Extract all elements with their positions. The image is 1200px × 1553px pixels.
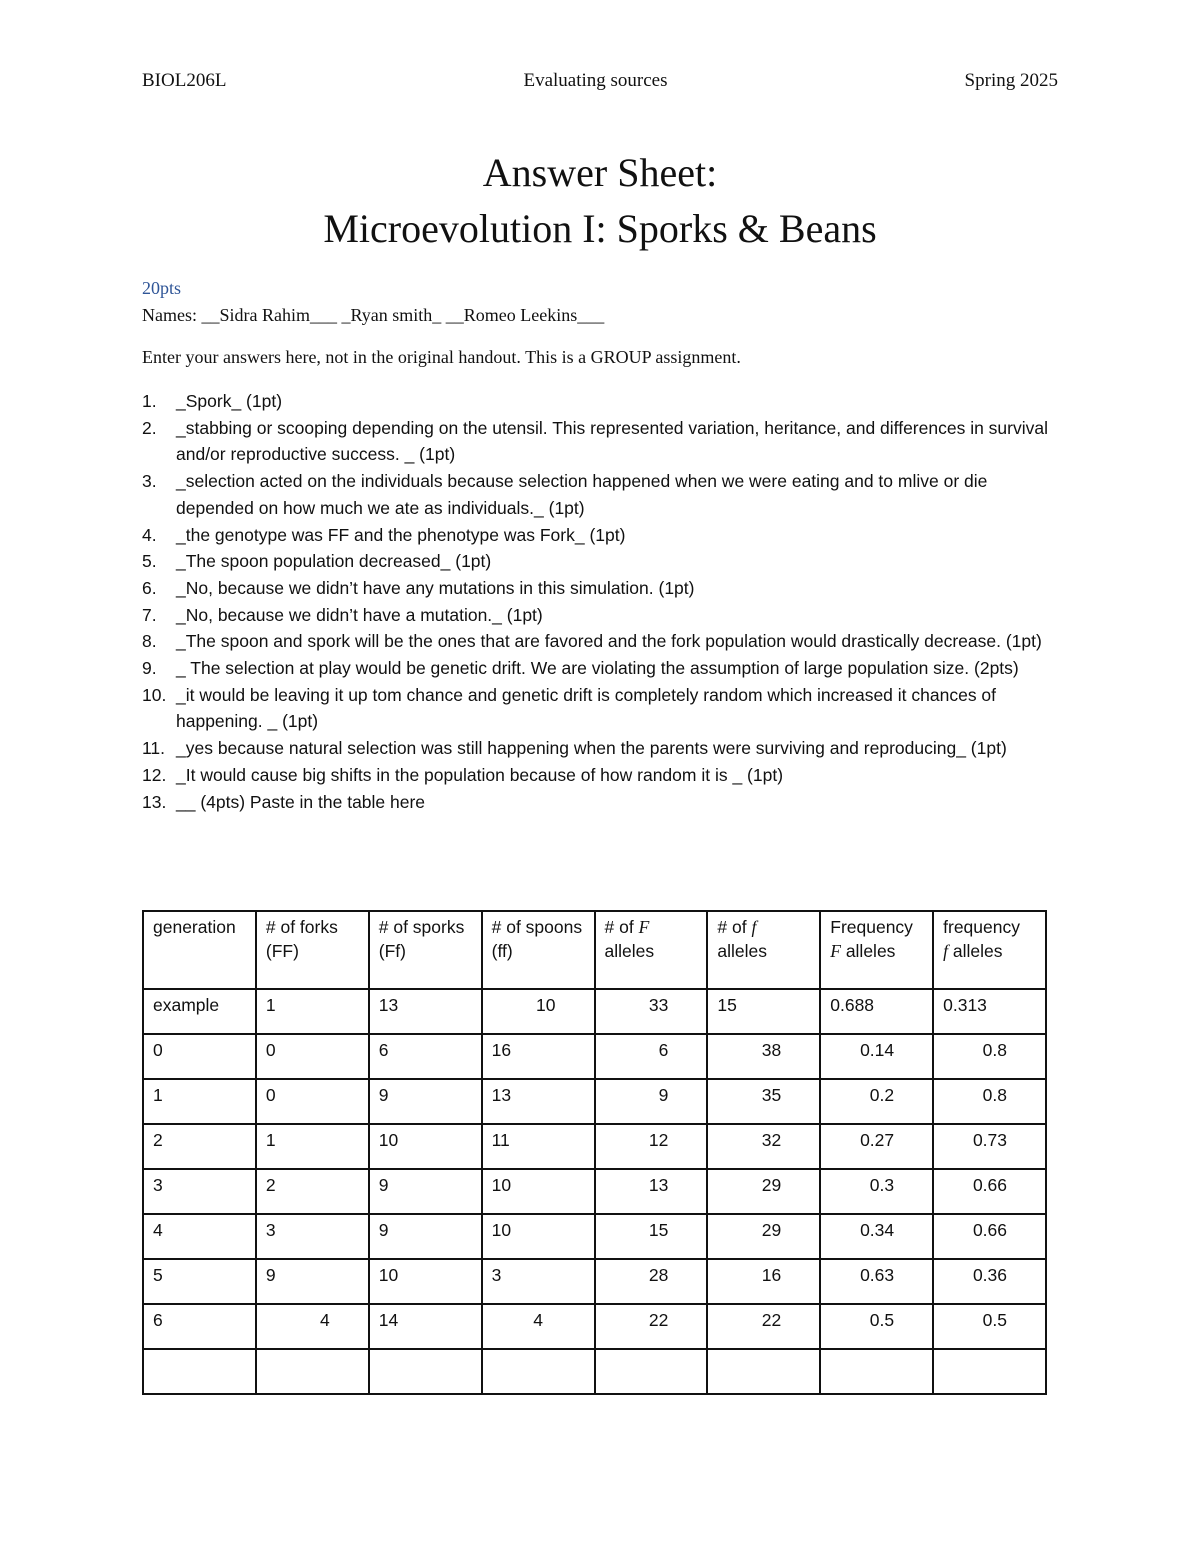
col-sporks: # of sporks (Ff) (369, 911, 482, 989)
answer-item: 10. _it would be leaving it up tom chance and genetic drift is completely random which increased it chances of happening. _ (1pt) (142, 682, 1062, 735)
table-row: 4 3 9 10 15 29 0.34 0.66 (143, 1214, 1046, 1259)
answer-item: 9. _ The selection at play would be genetic drift. We are violating the assumption of large population size. (2pts) (142, 655, 1062, 682)
title-line-1: Answer Sheet: (482, 150, 718, 195)
answer-item: 2. _stabbing or scooping depending on the utensil. This represented variation, heritance, and differences in survival and/or reproductive success. _ (1pt) (142, 415, 1062, 468)
instructions: Enter your answers here, not in the original handout. This is a GROUP assignment. (142, 347, 741, 367)
answer-item: 6. _No, because we didn’t have any mutations in this simulation. (1pt) (142, 575, 1062, 602)
answer-text: _the genotype was FF and the phenotype was Fork_ (1pt) (176, 524, 626, 545)
answer-item: 5. _The spoon population decreased_ (1pt) (142, 548, 1062, 575)
points-total: 20pts (142, 278, 182, 298)
answer-item: 11. _yes because natural selection was still happening when the parents were surviving and reproducing_ (1pt) (142, 735, 1062, 762)
col-freq-F: Frequency F alleles (820, 911, 933, 989)
table-header-row (143, 911, 1046, 989)
course-code: BIOL206L (142, 70, 227, 91)
allele-table (142, 910, 1047, 1395)
table-row: 5 9 10 3 28 16 0.63 0.36 (143, 1259, 1046, 1304)
col-f-alleles: # of f alleles (707, 911, 820, 989)
col-F-alleles: # of F alleles (595, 911, 708, 989)
header-section: Evaluating sources (523, 70, 668, 91)
group-names: Names: __Sidra Rahim___ _Ryan smith_ __Romeo Leekins___ (142, 305, 605, 325)
answer-text: _it would be leaving it up tom chance and genetic drift is completely random which increased it chances of happening. _ (1pt) (176, 684, 997, 732)
page-title (0, 145, 1200, 257)
answer-text: _The spoon and spork will be the ones that are favored and the fork population would drastically decrease. (1pt) (176, 631, 1042, 652)
col-generation: generation (143, 911, 256, 989)
answer-item: 1. _Spork_ (1pt) (142, 388, 1062, 415)
answer-item: 13. __ (4pts) Paste in the table here (142, 789, 1062, 816)
table-row: 1 0 9 13 9 35 0.2 0.8 (143, 1079, 1046, 1124)
table-row: 6 4 14 4 22 22 0.5 0.5 (143, 1304, 1046, 1349)
answer-list (142, 388, 1062, 815)
answer-text: _No, because we didn’t have a mutation._ (1pt) (176, 604, 543, 625)
answer-text: _Spork_ (1pt) (176, 391, 283, 411)
answer-item: 12. _It would cause big shifts in the population because of how random it is _ (1pt) (142, 762, 1062, 789)
table-row: 0 0 6 16 6 38 0.14 0.8 (143, 1034, 1046, 1079)
answer-item: 4. _the genotype was FF and the phenotype was Fork_ (1pt) (142, 522, 1062, 549)
table-row: 2 1 10 11 12 32 0.27 0.73 (143, 1124, 1046, 1169)
table-row-empty (143, 1349, 1046, 1394)
term: Spring 2025 (964, 70, 1058, 91)
answer-text: _No, because we didn’t have any mutations in this simulation. (1pt) (176, 577, 695, 598)
answer-text: _It would cause big shifts in the population because of how random it is _ (1pt) (176, 764, 784, 785)
title-line-2: Microevolution I: Sporks & Beans (323, 206, 877, 251)
col-forks: # of forks (FF) (256, 911, 369, 989)
answer-text: _stabbing or scooping depending on the utensil. This represented variation, heritance, and differences in survival and/or reproductive success. _ (1pt) (176, 417, 1048, 465)
page-header (142, 70, 1058, 92)
answer-text: _selection acted on the individuals because selection happened when we were eating and to mlive or die depended on how much we ate as individuals._ (1pt) (176, 471, 988, 518)
answer-text: _ The selection at play would be genetic drift. We are violating the assumption of large population size. (2pts) (176, 658, 1019, 679)
answer-item: 3. _selection acted on the individuals because selection happened when we were eating and to mlive or die depended on how much we ate as individuals._ (1pt) (142, 468, 1062, 521)
table-row: 3 2 9 10 13 29 0.3 0.66 (143, 1169, 1046, 1214)
answer-text: _The spoon population decreased_ (1pt) (176, 551, 492, 572)
answer-item: 7. _No, because we didn’t have a mutation._ (1pt) (142, 602, 1062, 629)
answer-text: _yes because natural selection was still happening when the parents were surviving and reproducing_ (1pt) (176, 738, 1007, 759)
table-row: example 1 13 10 33 15 0.688 0.313 (143, 989, 1046, 1034)
col-spoons: # of spoons (ff) (482, 911, 595, 989)
col-freq-f: frequency f alleles (933, 911, 1046, 989)
answer-text: __ (4pts) Paste in the table here (176, 791, 426, 812)
answer-item: 8. _The spoon and spork will be the ones that are favored and the fork population would drastically decrease. (1pt) (142, 628, 1062, 655)
